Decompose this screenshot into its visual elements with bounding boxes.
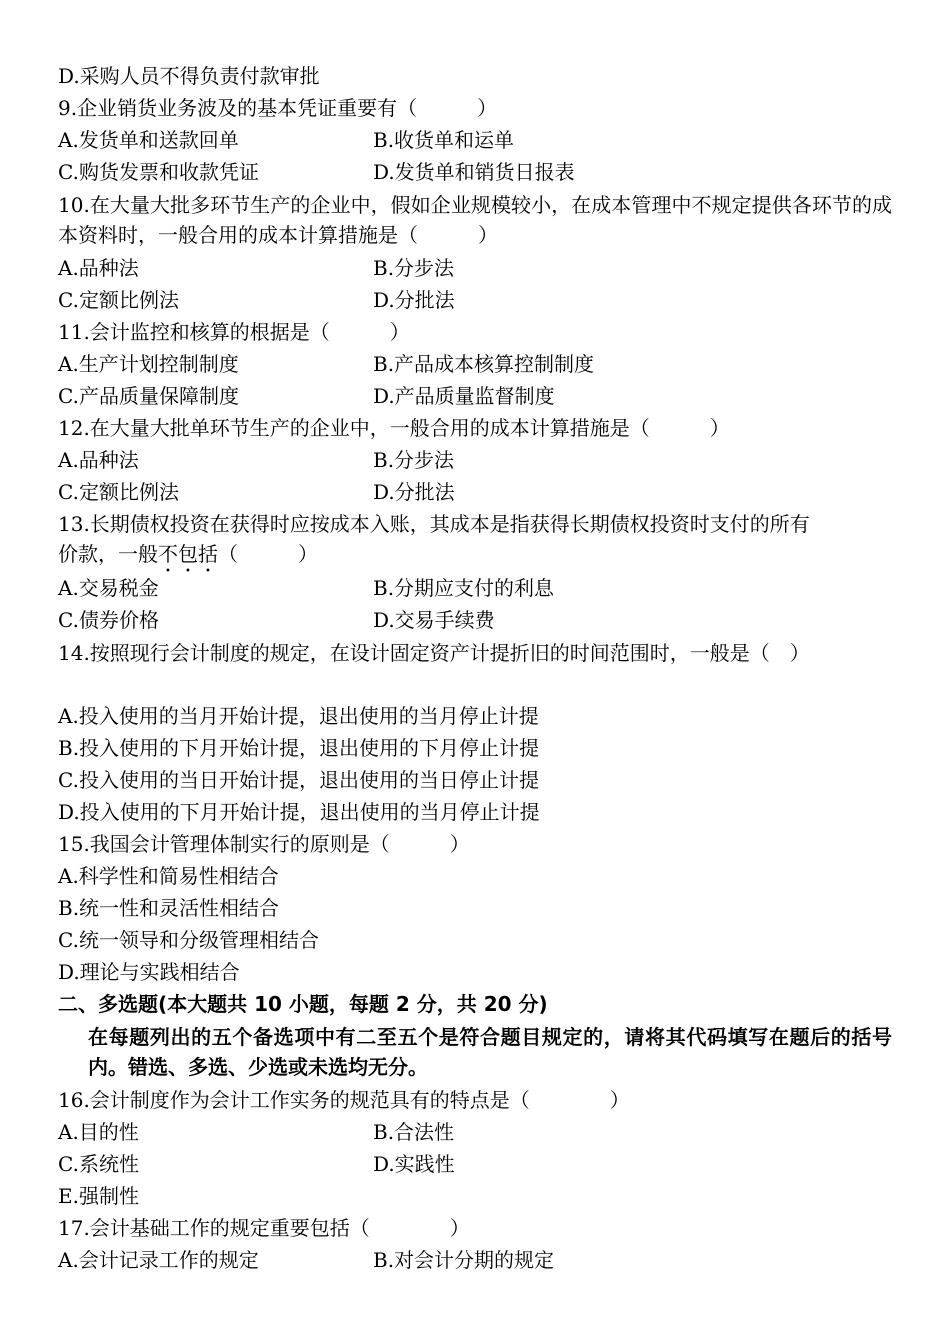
q13-option-d: D.交易手续费 xyxy=(373,608,495,632)
q13-stem-prefix: 价款，一般 xyxy=(58,542,158,566)
q10-option-c: C.定额比例法 xyxy=(58,288,179,312)
q14-option-a: A.投入使用的当月开始计提，退出使用的当月停止计提 xyxy=(58,704,539,728)
q9-option-d: D.发货单和销货日报表 xyxy=(373,160,575,184)
q14-option-c: C.投入使用的当日开始计提，退出使用的当日停止计提 xyxy=(58,768,539,792)
q9-option-c: C.购货发票和收款凭证 xyxy=(58,160,259,184)
q15-option-b: B.统一性和灵活性相结合 xyxy=(58,896,280,920)
q14-stem: 14.按照现行会计制度的规定，在设计固定资产计提折旧的时间范围时，一般是（ ） xyxy=(58,641,810,665)
q9-stem: 9.企业销货业务波及的基本凭证重要有（ ） xyxy=(58,96,498,120)
q9-option-a: A.发货单和送款回单 xyxy=(58,128,239,152)
q17-option-b: B.对会计分期的规定 xyxy=(373,1248,555,1272)
q10-options-row1 xyxy=(58,254,455,282)
q17-options-row1 xyxy=(58,1246,555,1274)
q9-option-b: B.收货单和运单 xyxy=(373,128,515,152)
q10-options-row2 xyxy=(58,286,455,314)
q13-options-row2 xyxy=(58,606,495,634)
section2-title: 二、多选题(本大题共 10 小题，每题 2 分，共 20 分) xyxy=(58,992,548,1016)
q11-option-a: A.生产计划控制制度 xyxy=(58,352,239,376)
q11-option-b: B.产品成本核算控制制度 xyxy=(373,352,595,376)
q16-option-c: C.系统性 xyxy=(58,1152,139,1176)
q11-stem: 11.会计监控和核算的根据是（ ） xyxy=(58,320,410,344)
q11-options-row2 xyxy=(58,382,555,410)
section2-instructions: 在每题列出的五个备选项中有二至五个是符合题目规定的，请将其代码填写在题后的括号内。错选、多选、少选或未选均无分。 xyxy=(88,1025,892,1079)
q10-option-b: B.分步法 xyxy=(373,256,455,280)
q12-option-a: A.品种法 xyxy=(58,448,139,472)
q16-stem: 16.会计制度作为会计工作实务的规范具有的特点是（ ） xyxy=(58,1088,630,1112)
q17-stem: 17.会计基础工作的规定重要包括（ ） xyxy=(58,1216,470,1240)
q15-option-d: D.理论与实践相结合 xyxy=(58,960,240,984)
q15-option-c: C.统一领导和分级管理相结合 xyxy=(58,928,319,952)
q14-option-b: B.投入使用的下月开始计提，退出使用的下月停止计提 xyxy=(58,736,540,760)
q9-options-row1 xyxy=(58,126,515,154)
q13-stem-emphasis: 不包括 xyxy=(158,542,218,566)
q8-option-d: D.采购人员不得负责付款审批 xyxy=(58,64,320,88)
q10-option-a: A.品种法 xyxy=(58,256,139,280)
q11-option-d: D.产品质量监督制度 xyxy=(373,384,555,408)
q16-options-row2 xyxy=(58,1150,455,1178)
q10-stem: 10.在大量大批多环节生产的企业中，假如企业规模较小，在成本管理中不规定提供各环节的成本资料时，一般合用的成本计算措施是（ ） xyxy=(58,193,892,247)
q12-options-row1 xyxy=(58,446,455,474)
q12-stem: 12.在大量大批单环节生产的企业中，一般合用的成本计算措施是（ ） xyxy=(58,416,730,440)
q12-option-b: B.分步法 xyxy=(373,448,455,472)
q11-options-row1 xyxy=(58,350,595,378)
q12-options-row2 xyxy=(58,478,455,506)
q10-option-d: D.分批法 xyxy=(373,288,455,312)
q16-option-a: A.目的性 xyxy=(58,1120,139,1144)
q13-stem-line1: 13.长期债权投资在获得时应按成本入账，其成本是指获得长期债权投资时支付的所有 xyxy=(58,512,810,536)
q12-option-c: C.定额比例法 xyxy=(58,480,179,504)
q13-stem-suffix: （ ） xyxy=(218,542,318,566)
q14-option-d: D.投入使用的下月开始计提，退出使用的当月停止计提 xyxy=(58,800,540,824)
q11-option-c: C.产品质量保障制度 xyxy=(58,384,239,408)
q17-option-a: A.会计记录工作的规定 xyxy=(58,1248,259,1272)
q13-stem-line2 xyxy=(58,540,318,568)
q16-option-d: D.实践性 xyxy=(373,1152,455,1176)
q13-options-row1 xyxy=(58,574,555,602)
q16-option-b: B.合法性 xyxy=(373,1120,455,1144)
q15-option-a: A.科学性和简易性相结合 xyxy=(58,864,279,888)
q13-option-b: B.分期应支付的利息 xyxy=(373,576,555,600)
q13-option-c: C.债券价格 xyxy=(58,608,159,632)
q16-option-e: E.强制性 xyxy=(58,1184,139,1208)
q12-option-d: D.分批法 xyxy=(373,480,455,504)
q13-option-a: A.交易税金 xyxy=(58,576,159,600)
q16-options-row1 xyxy=(58,1118,455,1146)
q9-options-row2 xyxy=(58,158,575,186)
q15-stem: 15.我国会计管理体制实行的原则是（ ） xyxy=(58,832,470,856)
